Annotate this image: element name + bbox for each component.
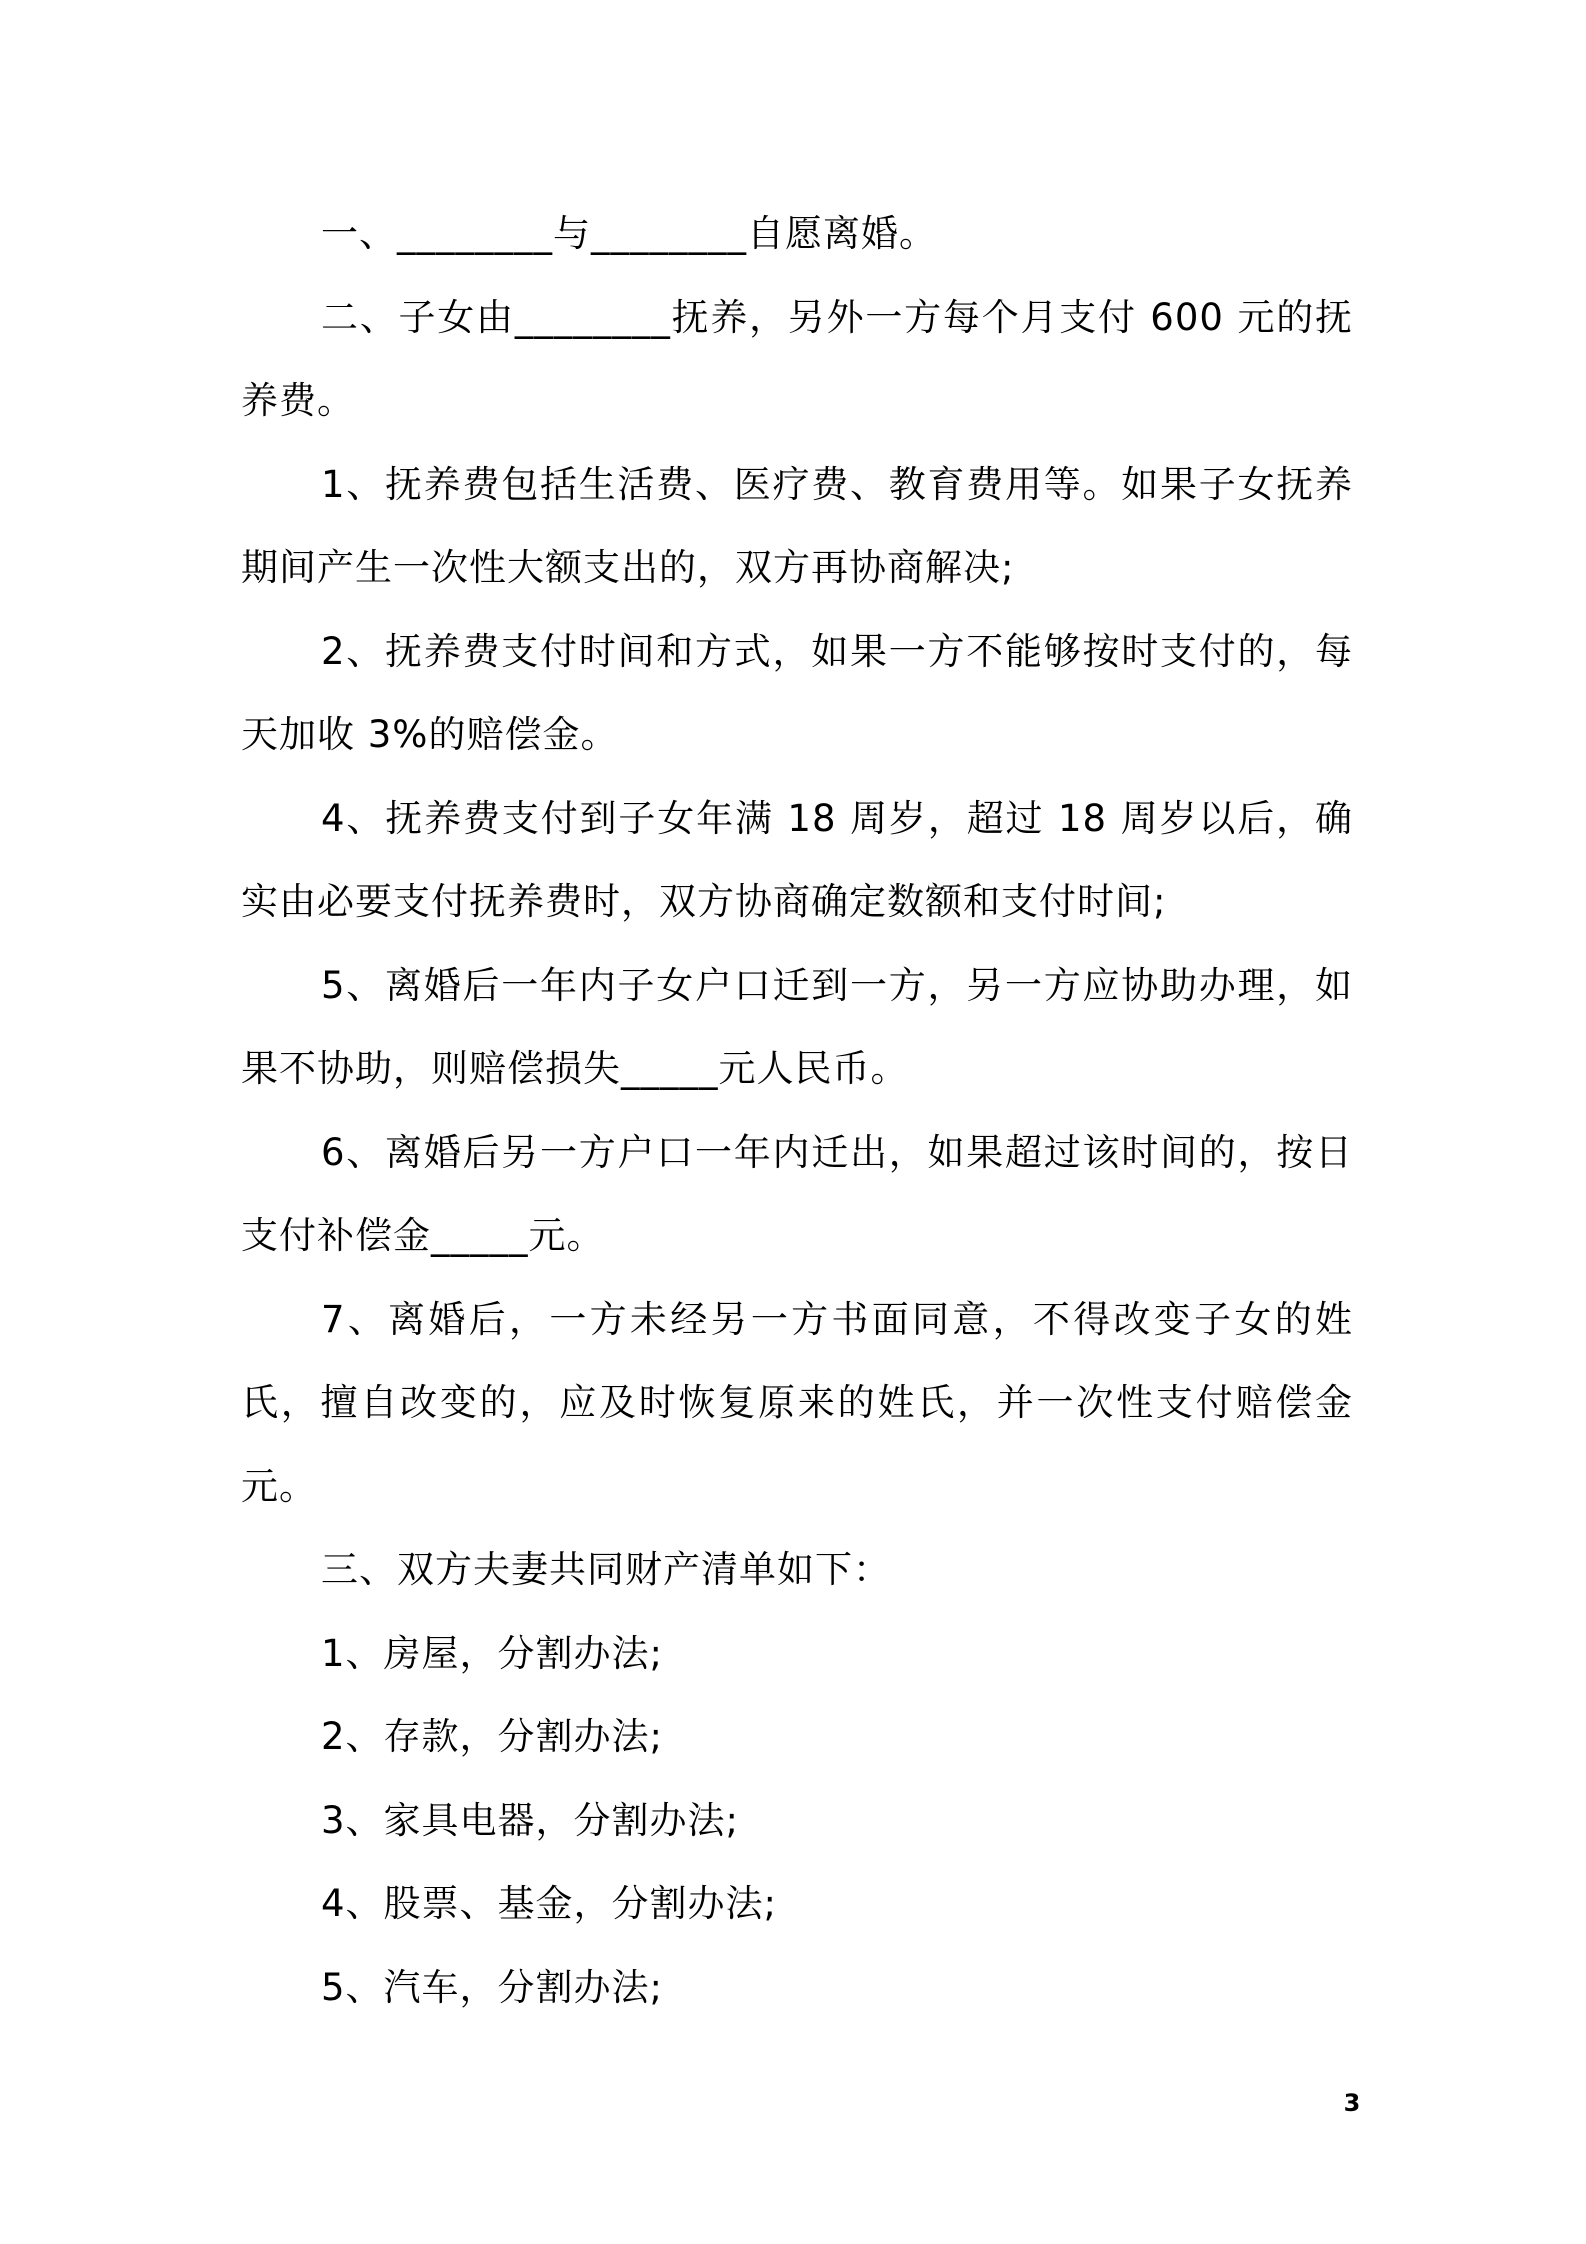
clause-support-payment-timing: 2、抚养费支付时间和方式，如果一方不能够按时支付的，每天加收 3%的赔偿金。 xyxy=(241,629,1353,756)
document-body xyxy=(241,192,1353,2029)
property-item-deposits: 2、存款，分割办法; xyxy=(321,1715,664,1758)
clause-other-party-registration: 6、离婚后另一方户口一年内迁出，如果超过该时间的，按日支付补偿金_____元。 xyxy=(241,1130,1353,1257)
clause-support-duration: 4、抚养费支付到子女年满 18 周岁，超过 18 周岁以后，确实由必要支付抚养费时，双方协商确定数额和支付时间; xyxy=(241,796,1353,923)
property-item-stocks-funds: 4、股票、基金，分割办法; xyxy=(321,1882,778,1925)
clause-child-household-registration: 5、离婚后一年内子女户口迁到一方，另一方应协助办理，如果不协助，则赔偿损失_____元人民币。 xyxy=(241,963,1353,1090)
property-item-car: 5、汽车，分割办法; xyxy=(321,1965,664,2009)
section-joint-property-heading: 三、双方夫妻共同财产清单如下： xyxy=(321,1548,891,1591)
property-item-furniture-appliances: 3、家具电器，分割办法; xyxy=(321,1798,740,1842)
clause-child-surname: 7、离婚后，一方未经另一方书面同意，不得改变子女的姓氏，擅自改变的，应及时恢复原来的姓氏，并一次性支付赔偿金元。 xyxy=(241,1297,1353,1508)
clause-support-scope: 1、抚养费包括生活费、医疗费、教育费用等。如果子女抚养期间产生一次性大额支出的，双方再协商解决; xyxy=(241,462,1353,589)
clause-child-custody: 二、子女由________抚养，另外一方每个月支付 600 元的抚养费。 xyxy=(241,295,1353,422)
page-number: 3 xyxy=(1343,2089,1361,2117)
property-item-house: 1、房屋，分割办法; xyxy=(321,1631,664,1675)
clause-divorce-parties: 一、________与________自愿离婚。 xyxy=(321,212,937,255)
